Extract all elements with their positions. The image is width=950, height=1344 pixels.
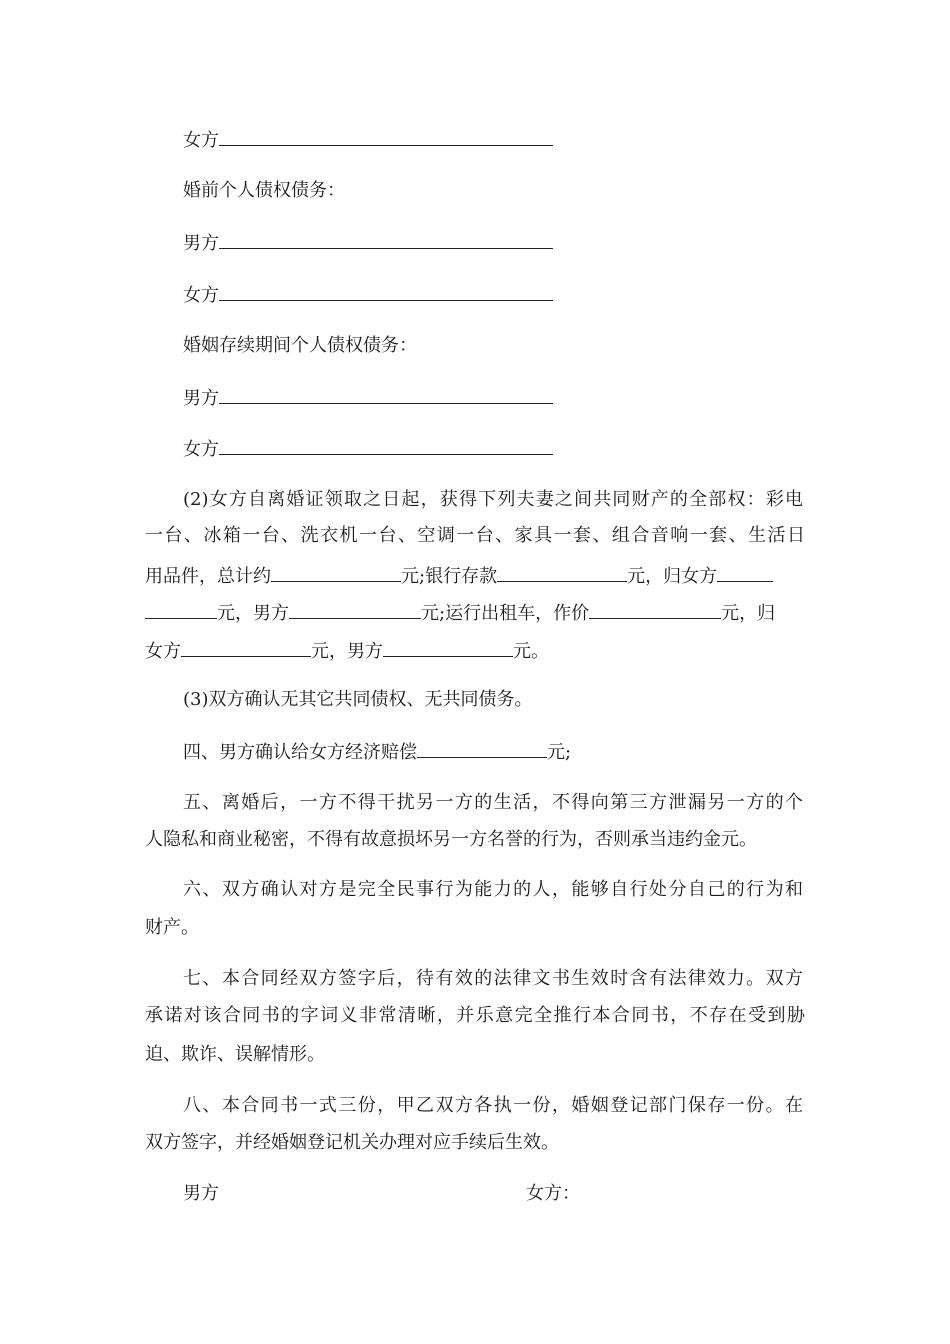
- marital-debts-heading: 婚姻存续期间个人债权债务：: [183, 335, 417, 356]
- male-line-3: 男方: [183, 387, 553, 409]
- female-line-2: 女方: [183, 284, 553, 306]
- clause2-line5: 女方 元，男方 元。: [145, 641, 549, 662]
- fill-blank: [219, 438, 553, 455]
- clause5-line1: 五、离婚后，一方不得干扰另一方的生活，不得向第三方泄漏另一方的个: [183, 792, 803, 813]
- fill-blank: [289, 602, 421, 619]
- premarital-debts-heading: 婚前个人债权债务：: [183, 180, 345, 201]
- fill-blank: [271, 565, 401, 582]
- fill-blank: [219, 284, 553, 301]
- fill-blank: [219, 387, 553, 404]
- clause6-line2: 财产。: [145, 917, 199, 938]
- fill-blank: [181, 640, 311, 657]
- fill-blank: [717, 565, 773, 582]
- fill-blank: [219, 232, 553, 249]
- clause2-line3: 用品件，总计约 元;银行存款 元，归女方: [145, 565, 773, 587]
- clause2-line4: 元，男方 元;运行出租车，作价 元，归: [145, 602, 775, 624]
- clause7-line2: 承诺对该合同书的字词义非常清晰，并乐意完全推行本合同书，不存在受到胁: [145, 1005, 805, 1026]
- fill-blank: [383, 640, 513, 657]
- fill-blank: [497, 565, 627, 582]
- female-line-3: 女方: [183, 438, 553, 460]
- clause6-line1: 六、双方确认对方是完全民事行为能力的人，能够自行处分自己的行为和: [183, 879, 803, 900]
- signature-female: 女方：: [526, 1183, 580, 1204]
- clause2-line2: 一台、冰箱一台、洗衣机一台、空调一台、家具一套、组合音响一套、生活日: [145, 525, 805, 546]
- fill-blank: [219, 129, 553, 146]
- signature-male: 男方: [183, 1183, 219, 1204]
- female-line-1: 女方: [183, 129, 553, 151]
- fill-blank: [145, 602, 217, 619]
- fill-blank: [589, 602, 721, 619]
- clause8-line2: 双方签字，并经婚姻登记机关办理对应手续后生效。: [145, 1132, 559, 1153]
- clause5-line2: 人隐私和商业秘密，不得有故意损坏另一方名誉的行为，否则承当违约金元。: [145, 829, 757, 850]
- clause2-line1: (2)女方自离婚证领取之日起，获得下列夫妻之间共同财产的全部权：彩电: [183, 489, 803, 510]
- male-line-2: 男方: [183, 232, 553, 254]
- clause7-line1: 七、本合同经双方签字后，待有效的法律文书生效时含有法律效力。双方: [183, 968, 803, 989]
- clause8-line1: 八、本合同书一式三份，甲乙双方各执一份，婚姻登记部门保存一份。在: [183, 1095, 803, 1116]
- clause4: 四、男方确认给女方经济赔偿 元;: [183, 742, 572, 763]
- clause7-line3: 迫、欺诈、误解情形。: [145, 1044, 325, 1065]
- fill-blank: [417, 741, 547, 758]
- clause3: (3)双方确认无其它共同债权、无共同债务。: [183, 689, 533, 710]
